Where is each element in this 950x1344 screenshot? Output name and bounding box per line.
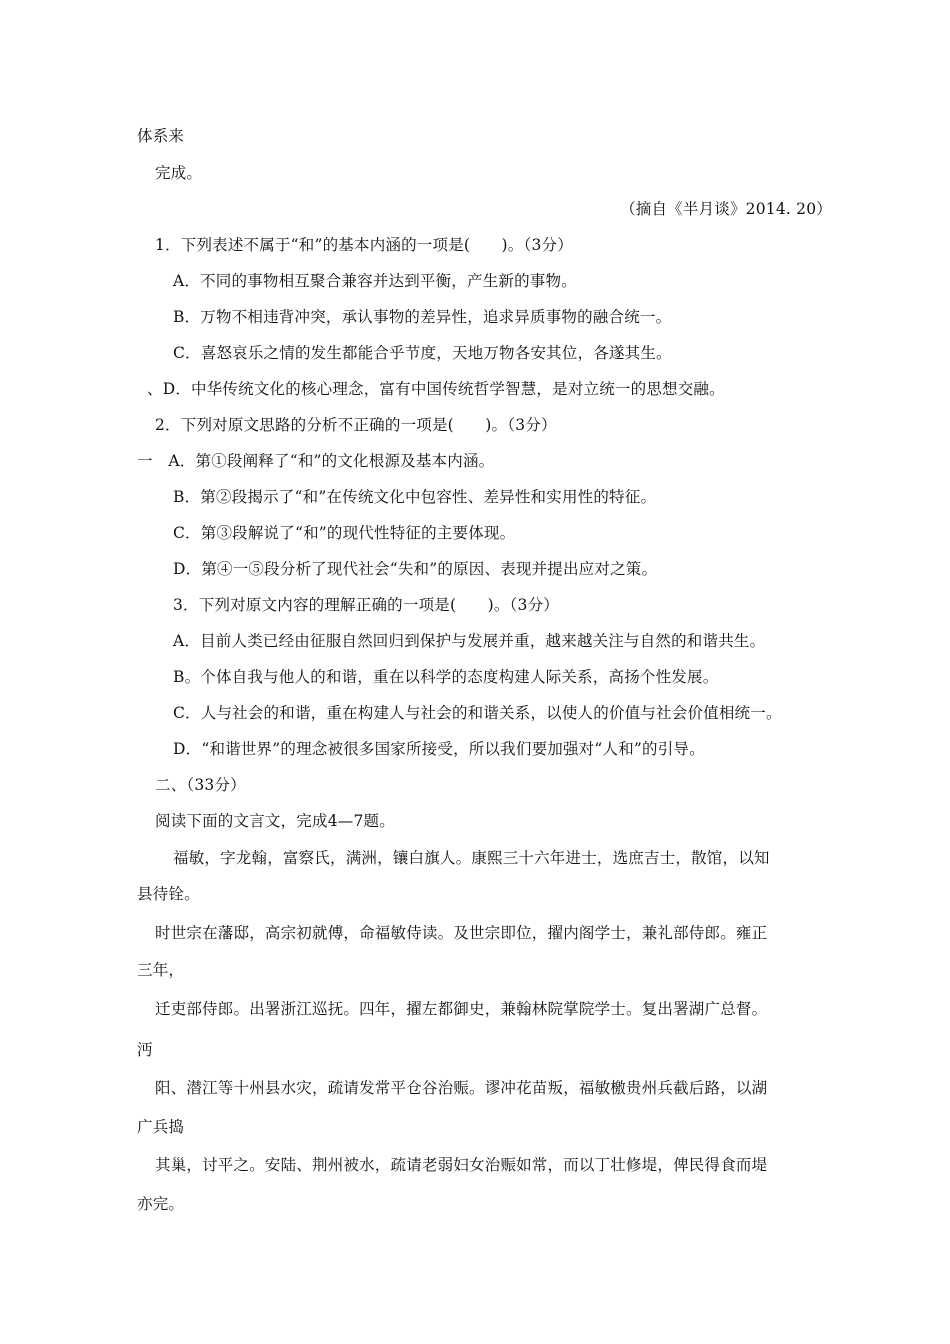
text-line: 体系来 bbox=[137, 127, 185, 145]
question-1: 1．下列表述不属于“和”的基本内涵的一项是( )。（3分） bbox=[155, 236, 573, 254]
text-line: 完成。 bbox=[155, 164, 203, 182]
option-1d: 、D．中华传统文化的核心理念，富有中国传统哲学智慧，是对立统一的思想交融。 bbox=[147, 380, 725, 398]
option-3c: C．人与社会的和谐，重在构建人与社会的和谐关系，以使人的价值与社会价值相统一。 bbox=[173, 704, 782, 722]
option-1a: A．不同的事物相互聚合兼容并达到平衡，产生新的事物。 bbox=[173, 272, 577, 290]
option-2a: 一 A．第①段阐释了“和”的文化根源及基本内涵。 bbox=[137, 452, 495, 470]
question-3: 3．下列对原文内容的理解正确的一项是( )。（3分） bbox=[173, 596, 559, 614]
option-2b: B．第②段揭示了“和”在传统文化中包容性、差异性和实用性的特征。 bbox=[173, 488, 657, 506]
option-3d: D．“和谐世界”的理念被很多国家所接受，所以我们要加强对“人和”的引导。 bbox=[173, 740, 705, 758]
source-citation: （摘自《半月谈》2014. 20） bbox=[620, 200, 832, 218]
passage-line: 县待铨。 bbox=[137, 885, 200, 903]
passage-line: 阳、潜江等十州县水灾，疏请发常平仓谷治赈。谬冲花苗叛，福敏檄贵州兵截后路，以湖 bbox=[155, 1079, 768, 1097]
option-3a: A．目前人类已经由征服自然回归到保护与发展并重，越来越关注与自然的和谐共生。 bbox=[173, 632, 766, 650]
option-1c: C．喜怒哀乐之情的发生都能合乎节度，天地万物各安其位，各遂其生。 bbox=[173, 344, 672, 362]
section-heading: 二、（33分） bbox=[155, 776, 246, 794]
passage-line: 亦完。 bbox=[137, 1195, 185, 1213]
passage-line: 三年， bbox=[137, 961, 185, 979]
passage-line: 时世宗在藩邸，高宗初就傅，命福敏侍读。及世宗即位，擢内阁学士，兼礼部侍郎。雍正 bbox=[155, 924, 768, 942]
option-3b: B。个体自我与他人的和谐，重在以科学的态度构建人际关系，高扬个性发展。 bbox=[173, 668, 719, 686]
instruction-text: 阅读下面的文言文，完成4—7题。 bbox=[155, 812, 395, 830]
passage-line: 广兵捣 bbox=[137, 1118, 185, 1136]
option-2d: D．第④一⑤段分析了现代社会“失和”的原因、表现并提出应对之策。 bbox=[173, 560, 658, 578]
passage-line: 沔 bbox=[137, 1041, 153, 1059]
passage-line: 其巢，讨平之。安陆、荆州被水，疏请老弱妇女治赈如常，而以丁壮修堤，俾民得食而堤 bbox=[155, 1156, 768, 1174]
question-2: 2．下列对原文思路的分析不正确的一项是( )。（3分） bbox=[155, 416, 557, 434]
option-2c: C．第③段解说了“和”的现代性特征的主要体现。 bbox=[173, 524, 516, 542]
option-1b: B．万物不相违背冲突，承认事物的差异性，追求异质事物的融合统一。 bbox=[173, 308, 672, 326]
passage-line: 迁吏部侍郎。出署浙江巡抚。四年，擢左都御史，兼翰林院掌院学士。复出署湖广总督。 bbox=[155, 1000, 768, 1018]
passage-line: 福敏，字龙翰，富察氏，满洲，镶白旗人。康熙三十六年进士，选庶吉士，散馆，以知 bbox=[173, 849, 770, 867]
